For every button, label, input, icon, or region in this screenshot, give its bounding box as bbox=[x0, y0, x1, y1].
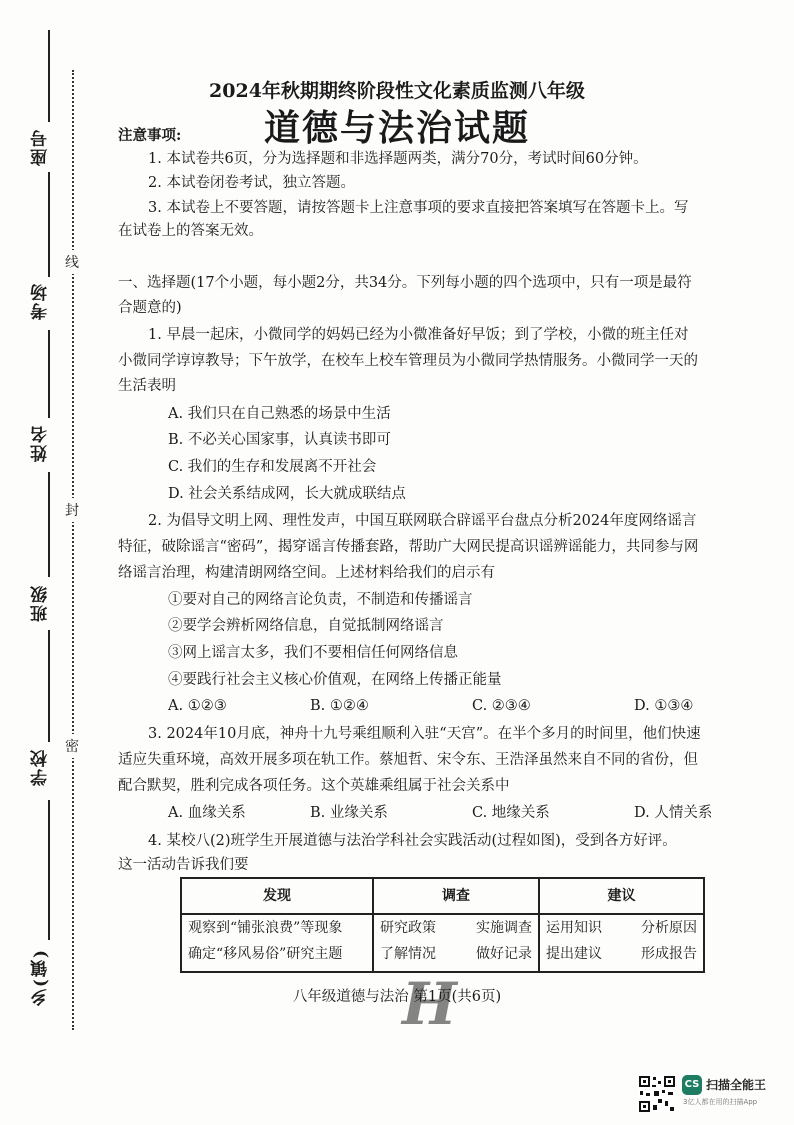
q3-option-b: B. 业缘关系 bbox=[310, 805, 388, 821]
q1-option-d: D. 社会关系结成网，长大就成联结点 bbox=[168, 486, 406, 502]
seal-mark-line: 线 bbox=[65, 250, 79, 274]
name-line bbox=[48, 330, 50, 418]
header-investigate: 调查 bbox=[373, 878, 539, 914]
q3-option-c: C. 地缘关系 bbox=[472, 805, 550, 821]
town-line bbox=[48, 800, 50, 940]
q2-statement-3: ③网上谣言太多，我们不要相信任何网络信息 bbox=[168, 645, 458, 661]
q2-stem-line: 络谣言治理，构建清朗网络空间。上述材料给我们的启示有 bbox=[118, 565, 495, 581]
notice-item: 3. 本试卷上不要答题，请按答题卡上注意事项的要求直接把答案填写在答题卡上。写 bbox=[148, 200, 689, 216]
q3-stem-line: 3. 2024年10月底，神舟十九号乘组顺利入驻“天宫”。在半个多月的时间里，他们快速 bbox=[148, 726, 701, 742]
activity-process-table bbox=[180, 877, 705, 973]
q4-stem-line: 这一活动告诉我们要 bbox=[118, 857, 249, 873]
investigate-item: 研究政策 bbox=[380, 920, 436, 936]
q2-statement-1: ①要对自己的网络言论负责，不制造和传播谣言 bbox=[168, 592, 473, 608]
scanner-app-name: 扫描全能王 bbox=[706, 1078, 767, 1092]
seal-mark-seal: 封 bbox=[65, 498, 79, 522]
table-header-row bbox=[181, 878, 704, 914]
suggest-item: 提出建议 bbox=[546, 946, 602, 962]
q3-stem-line: 适应失重环境，高效开展多项在轨工作。蔡旭哲、宋令东、王浩泽虽然来自不同的省份，但 bbox=[118, 752, 698, 768]
q2-stem-line: 特征，破除谣言“密码”，揭穿谣言传播套路，帮助广大网民提高识谣辨谣能力，共同参与网 bbox=[118, 539, 699, 555]
exam-room-label: 考场 bbox=[31, 282, 51, 320]
investigate-cell bbox=[373, 914, 539, 972]
suggest-cell bbox=[539, 914, 704, 972]
q1-stem-line: 1. 早晨一起床，小微同学的妈妈已经为小微准备好早饭；到了学校，小微的班主任对 bbox=[148, 327, 689, 343]
q1-option-b: B. 不必关心国家事，认真读书即可 bbox=[168, 432, 391, 448]
investigate-item: 做好记录 bbox=[476, 946, 532, 962]
header-suggest: 建议 bbox=[539, 878, 704, 914]
seal-mark-secret: 密 bbox=[65, 734, 79, 758]
q2-option-b: B. ①②④ bbox=[310, 698, 369, 714]
discover-item: 确定“移风易俗”研究主题 bbox=[188, 946, 343, 962]
investigate-item: 实施调查 bbox=[476, 920, 532, 936]
q2-statement-4: ④要践行社会主义核心价值观，在网络上传播正能量 bbox=[168, 672, 502, 688]
section-heading-cont: 合题意的) bbox=[118, 300, 182, 316]
suggest-item: 运用知识 bbox=[546, 920, 602, 936]
discover-item: 观察到“铺张浪费”等现象 bbox=[188, 920, 343, 936]
suggest-item: 形成报告 bbox=[641, 946, 697, 962]
school-label: 学校 bbox=[31, 748, 51, 786]
header-discover: 发现 bbox=[181, 878, 373, 914]
investigate-item: 了解情况 bbox=[380, 946, 436, 962]
class-line bbox=[48, 472, 50, 577]
subject-title: 道德与法治试题 bbox=[263, 107, 530, 149]
q1-option-c: C. 我们的生存和发展离不开社会 bbox=[168, 459, 377, 475]
q2-option-d: D. ①③④ bbox=[634, 698, 694, 714]
notice-item: 在试卷上的答案无效。 bbox=[118, 223, 263, 239]
q2-option-a: A. ①②③ bbox=[168, 698, 227, 714]
seal-dotted-line bbox=[72, 70, 74, 1030]
scanner-slogan: 3亿人都在用的扫描App bbox=[683, 1098, 758, 1106]
school-line bbox=[48, 630, 50, 742]
town-label: 乡(镇) bbox=[31, 948, 51, 1007]
class-label: 班级 bbox=[31, 584, 51, 622]
q2-stem-line: 2. 为倡导文明上网、理性发声，中国互联网联合辟谣平台盘点分析2024年度网络谣言 bbox=[148, 513, 697, 529]
camscanner-logo-icon: CS bbox=[682, 1075, 702, 1095]
q3-option-a: A. 血缘关系 bbox=[168, 805, 246, 821]
q2-statement-2: ②要学会辨析网络信息，自觉抵制网络谣言 bbox=[168, 618, 444, 634]
page-footer: 八年级道德与法治 第1页(共6页) bbox=[292, 989, 502, 1005]
name-label: 姓名 bbox=[31, 424, 51, 462]
exam-title: 2024年秋期期终阶段性文化素质监测八年级 bbox=[209, 80, 585, 102]
q3-option-d: D. 人情关系 bbox=[634, 805, 713, 821]
table-row bbox=[181, 914, 704, 972]
notice-item: 2. 本试卷闭卷考试，独立答题。 bbox=[148, 175, 355, 191]
qr-code-icon bbox=[638, 1075, 676, 1113]
q2-option-c: C. ②③④ bbox=[472, 698, 531, 714]
q1-stem-line: 小微同学谆谆教导；下午放学，在校车上校车管理员为小微同学热情服务。小微同学一天的 bbox=[118, 353, 698, 369]
suggest-item: 分析原因 bbox=[641, 920, 697, 936]
notice-item: 1. 本试卷共6页，分为选择题和非选择题两类，满分70分，考试时间60分钟。 bbox=[148, 151, 648, 167]
discover-cell bbox=[181, 914, 373, 972]
notice-heading: 注意事项: bbox=[118, 127, 182, 144]
q4-stem-line: 4. 某校八(2)班学生开展道德与法治学科社会实践活动(过程如图)，受到各方好评。 bbox=[148, 833, 677, 849]
stamp-letter: H bbox=[402, 970, 457, 1038]
q1-option-a: A. 我们只在自己熟悉的场景中生活 bbox=[168, 406, 391, 422]
section-heading: 一、选择题(17个小题，每小题2分，共34分。下列每小题的四个选项中，只有一项是最符 bbox=[118, 275, 692, 291]
q1-stem-line: 生活表明 bbox=[118, 378, 176, 394]
seat-number-label: 座号 bbox=[31, 128, 51, 166]
exam-room-line bbox=[48, 172, 50, 277]
q3-stem-line: 配合默契，胜利完成各项任务。这个英雄乘组属于社会关系中 bbox=[118, 778, 510, 794]
